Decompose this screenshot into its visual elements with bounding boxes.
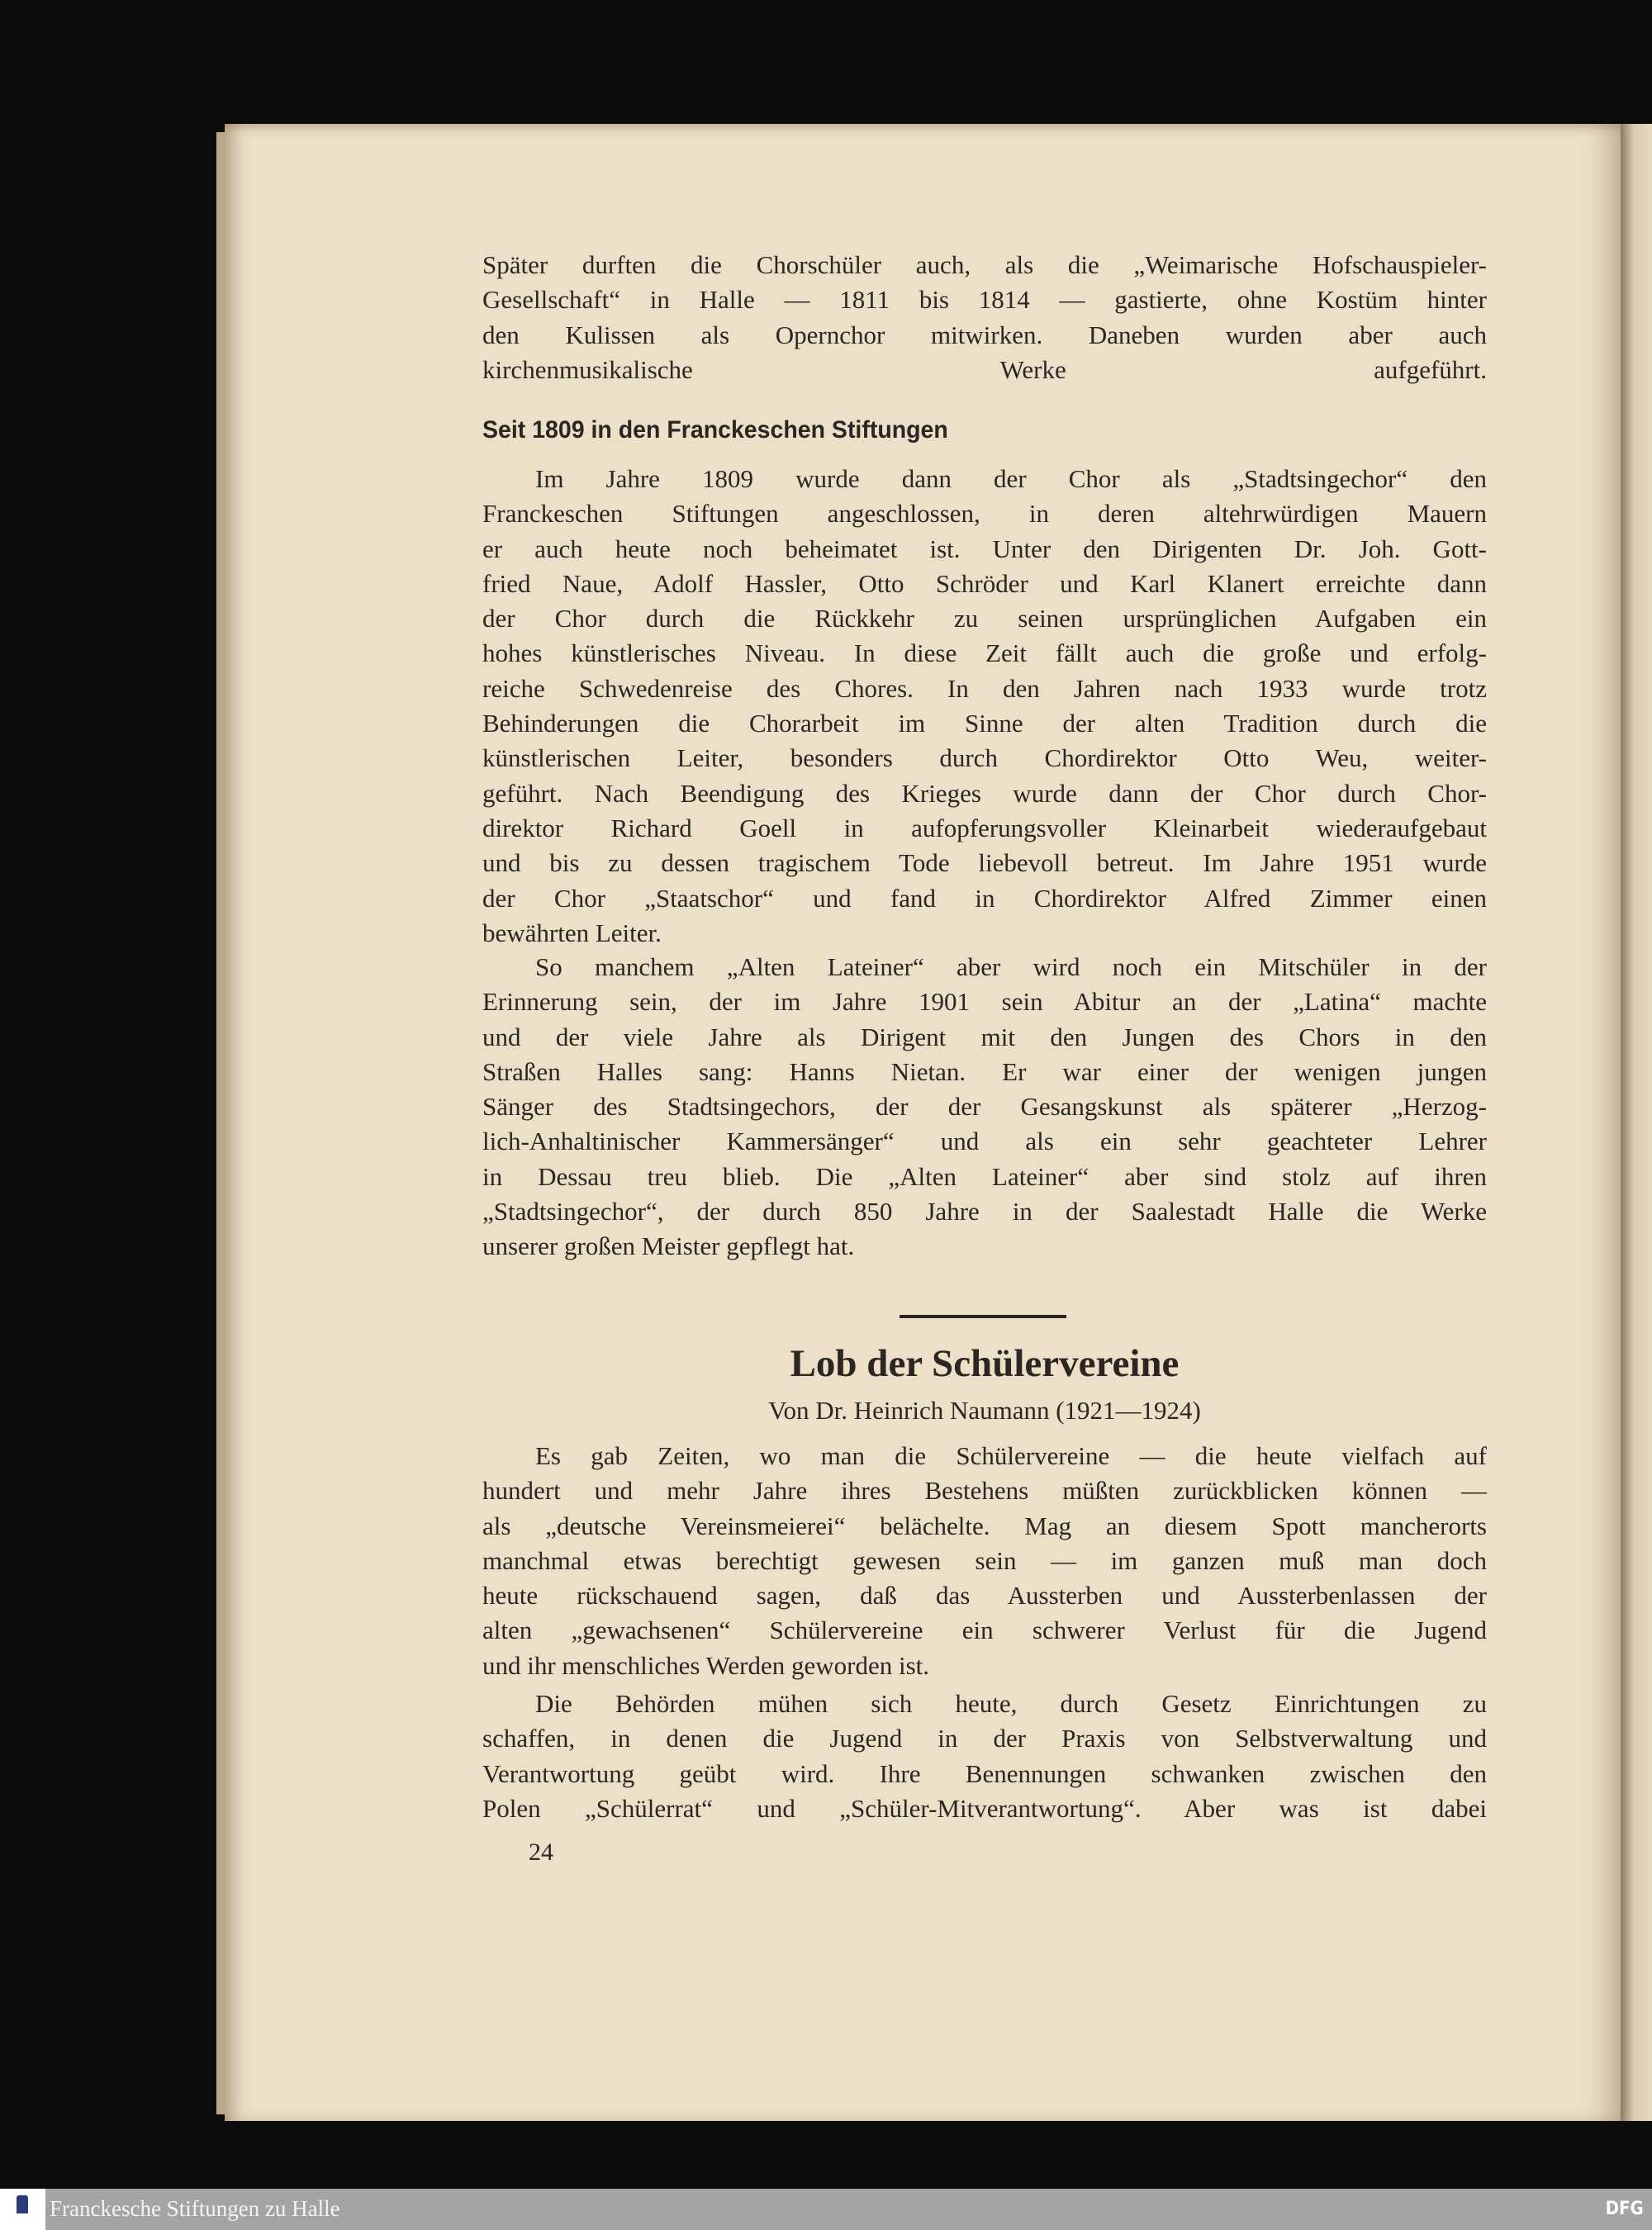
text-line: hundert und mehr Jahre ihres Bestehens müßten zurückblicken können — (482, 1476, 1487, 1506)
text-line: Die Behörden mühen sich heute, durch Gesetz Einrichtungen zu (535, 1689, 1487, 1718)
text-line: in Dessau treu blieb. Die „Alten Lateiner“ aber sind stolz auf ihren (482, 1161, 1487, 1191)
paragraph-5 (482, 1687, 1487, 1826)
text-line: kirchenmusikalische Werke aufgeführt. (482, 354, 1487, 384)
text-line: Straßen Halles sang: Hanns Nietan. Er war einer der wenigen jungen (482, 1056, 1487, 1086)
page-number: 24 (529, 1839, 553, 1866)
text-line: Franckeschen Stiftungen angeschlossen, in deren altehrwürdigen Mauern (482, 499, 1487, 529)
text-line: unserer großen Meister gepflegt hat. (482, 1231, 855, 1261)
section-heading: Seit 1809 in den Franckeschen Stiftungen (482, 416, 948, 444)
text-line: fried Naue, Adolf Hassler, Otto Schröder und Karl Klanert erreichte dann (482, 568, 1487, 598)
divider-rule (900, 1315, 1066, 1318)
text-line: Es gab Zeiten, wo man die Schülervereine — die heute vielfach auf (535, 1441, 1487, 1470)
franckesche-stiftungen-logo[interactable] (0, 2189, 45, 2230)
text-line: lich-Anhaltinischer Kammersänger“ und als ein sehr geachteter Lehrer (482, 1127, 1487, 1156)
logo-figure-icon (17, 2195, 28, 2213)
text-line: alten „gewachsenen“ Schülervereine ein schwerer Verlust für die Jugend (482, 1616, 1487, 1645)
text-line: Im Jahre 1809 wurde dann der Chor als „Stadtsingechor“ den (535, 464, 1487, 493)
article-byline: Von Dr. Heinrich Naumann (1921—1924) (768, 1396, 1201, 1425)
text-line: heute rückschauend sagen, daß das Aussterben und Aussterbenlassen der (482, 1581, 1487, 1611)
text-line: hohes künstlerisches Niveau. In diese Zeit fällt auch die große und erfolg- (482, 638, 1487, 668)
text-line: und bis zu dessen tragischem Tode liebevoll betreut. Im Jahre 1951 wurde (482, 848, 1487, 878)
text-line: direktor Richard Goell in aufopferungsvoller Kleinarbeit wiederaufgebaut (482, 813, 1487, 842)
paragraph-3 (482, 950, 1487, 1264)
text-line: Später durften die Chorschüler auch, als die „Weimarische Hofschauspieler- (482, 250, 1487, 279)
dfg-logo[interactable]: DFG (1605, 2199, 1644, 2219)
article-title: Lob der Schülervereine (790, 1342, 1180, 1385)
facing-page-edge (1621, 124, 1652, 2121)
viewer-footer (0, 2189, 1652, 2230)
text-line: und der viele Jahre als Dirigent mit den Jungen des Chors in den (482, 1022, 1487, 1051)
text-line: Verantwortung geübt wird. Ihre Benennungen schwanken zwischen den (482, 1758, 1487, 1788)
text-line: So manchem „Alten Lateiner“ aber wird noch ein Mitschüler in der (535, 952, 1487, 981)
text-line: reiche Schwedenreise des Chores. In den Jahren nach 1933 wurde trotz (482, 673, 1487, 703)
text-line: Behinderungen die Chorarbeit im Sinne der alten Tradition durch die (482, 709, 1487, 738)
text-line: als „deutsche Vereinsmeierei“ belächelte. Mag an diesem Spott mancherorts (482, 1511, 1487, 1540)
paragraph-1 (482, 248, 1487, 387)
text-line: Erinnerung sein, der im Jahre 1901 sein Abitur an der „Latina“ machte (482, 987, 1487, 1017)
text-line: Polen „Schülerrat“ und „Schüler-Mitverantwortung“. Aber was ist dabei (482, 1793, 1487, 1823)
text-line: „Stadtsingechor“, der durch 850 Jahre in der Saalestadt Halle die Werke (482, 1197, 1487, 1226)
text-line: manchmal etwas berechtigt gewesen sein — im ganzen muß man doch (482, 1545, 1487, 1575)
paragraph-2 (482, 462, 1487, 951)
text-line: schaffen, in denen die Jugend in der Praxis von Selbstverwaltung und (482, 1724, 1487, 1753)
text-line: er auch heute noch beheimatet ist. Unter den Dirigenten Dr. Joh. Gott- (482, 534, 1487, 563)
text-line: der Chor „Staatschor“ und fand in Chordirektor Alfred Zimmer einen (482, 883, 1487, 913)
text-line: geführt. Nach Beendigung des Krieges wurde dann der Chor durch Chor- (482, 778, 1487, 808)
text-line: Gesellschaft“ in Halle — 1811 bis 1814 — gastierte, ohne Kostüm hinter (482, 285, 1487, 315)
text-line: den Kulissen als Opernchor mitwirken. Daneben wurden aber auch (482, 320, 1487, 349)
text-line: und ihr menschliches Werden geworden ist. (482, 1650, 930, 1680)
text-line: Sänger des Stadtsingechors, der der Gesangskunst als späterer „Herzog- (482, 1092, 1487, 1122)
paragraph-4 (482, 1439, 1487, 1683)
text-line: bewährten Leiter. (482, 918, 662, 947)
text-line: künstlerischen Leiter, besonders durch Chordirektor Otto Weu, weiter- (482, 743, 1487, 773)
text-line: der Chor durch die Rückkehr zu seinen ursprünglichen Aufgaben ein (482, 604, 1487, 633)
institution-name[interactable]: Franckesche Stiftungen zu Halle (50, 2196, 340, 2221)
